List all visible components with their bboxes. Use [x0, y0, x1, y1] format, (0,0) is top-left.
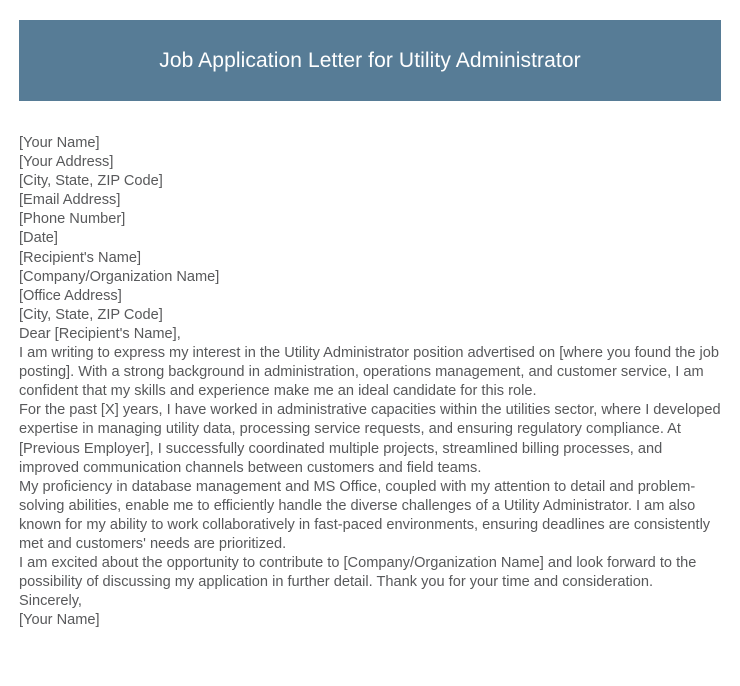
recipient-office-address-line: [Office Address]: [19, 287, 122, 304]
sender-city-state-zip-line: [City, State, ZIP Code]: [19, 173, 163, 190]
sender-phone-line: [Phone Number]: [19, 211, 126, 228]
sender-name-line: [Your Name]: [19, 135, 100, 151]
recipient-city-state-zip-line: [City, State, ZIP Code]: [19, 306, 163, 323]
salutation: Dear [Recipient's Name],: [19, 325, 181, 342]
sender-email-line: [Email Address]: [19, 192, 121, 209]
date-line: [Date]: [19, 230, 58, 247]
body-paragraph-1: I am writing to express my interest in the Utility Administrator position advertised on [where you found the job posting]. With a strong background in administration, operations management, and customer service, I am confident that my skills and experience make me an ideal candidate for this role.: [19, 345, 720, 400]
recipient-address-block: [19, 249, 723, 325]
sender-address-block: [19, 134, 723, 249]
sender-address-line: [Your Address]: [19, 154, 114, 171]
recipient-name-line: [Recipient's Name]: [19, 249, 142, 266]
page-title: Job Application Letter for Utility Administrator: [159, 48, 581, 72]
body-paragraph-4: I am excited about the opportunity to contribute to [Company/Organization Name] and look forward to the possibility of discussing my application in further detail. Thank you for your time and consideration.: [19, 555, 697, 591]
letter-body: [19, 134, 723, 630]
signature-name: [Your Name]: [19, 612, 100, 629]
closing-salutation: Sincerely,: [19, 593, 82, 610]
body-paragraph-2: For the past [X] years, I have worked in administrative capacities within the utilities sector, where I developed expertise in managing utility data, processing service requests, and ensuring regulatory compliance. At [Previous Employer], I successfully coordinated multiple projects, streamlined billing processes, and improved communication channels between customers and field teams.: [19, 402, 721, 476]
body-paragraph-3: My proficiency in database management and MS Office, coupled with my attention to detail and problem-solving abilities, enable me to efficiently handle the diverse challenges of a Utility Administrator. I am also known for my ability to work collaboratively in fast-paced environments, ensuring deadlines are consistently met and customers' needs are prioritized.: [19, 478, 711, 552]
document-header-banner: [19, 20, 721, 101]
recipient-company-line: [Company/Organization Name]: [19, 268, 220, 285]
